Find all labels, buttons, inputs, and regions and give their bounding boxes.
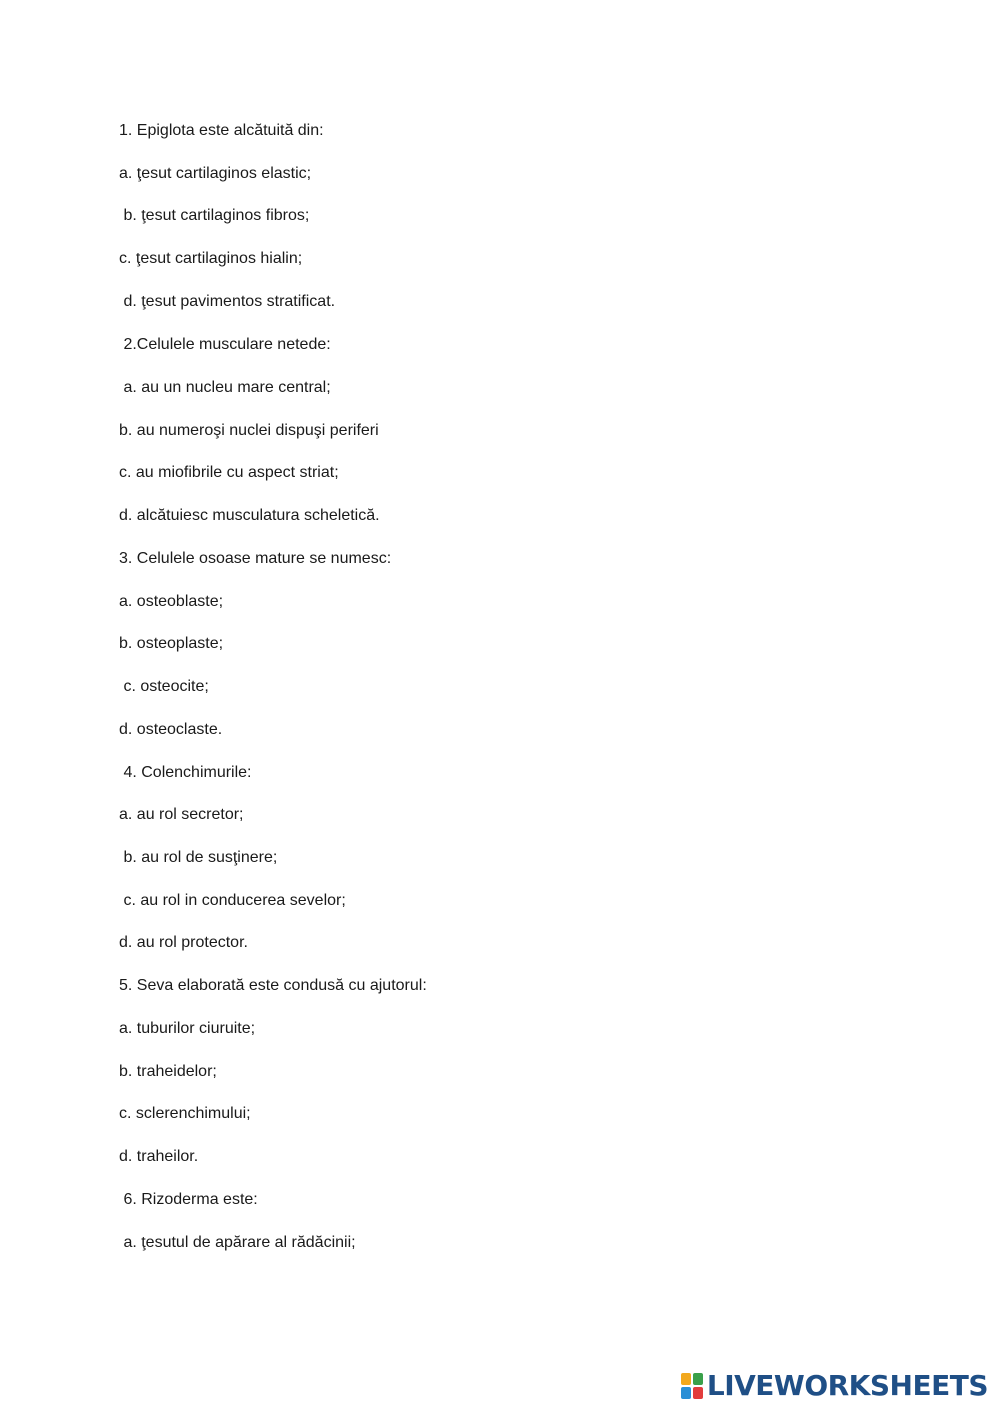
question-3: 3. Celulele osoase mature se numesc: bbox=[119, 550, 392, 567]
question-5: 5. Seva elaborată este condusă cu ajutorul: bbox=[119, 977, 427, 994]
question-1: 1. Epiglota este alcătuită din: bbox=[119, 122, 324, 139]
question-6: 6. Rizoderma este: bbox=[119, 1191, 258, 1208]
answer-2d: d. alcătuiesc musculatura scheletică. bbox=[119, 507, 380, 524]
answer-4b: b. au rol de susţinere; bbox=[119, 849, 278, 866]
question-2: 2.Celulele musculare netede: bbox=[119, 336, 331, 353]
question-4: 4. Colenchimurile: bbox=[119, 764, 252, 781]
answer-1c: c. ţesut cartilaginos hialin; bbox=[119, 250, 303, 267]
answer-2a: a. au un nucleu mare central; bbox=[119, 379, 331, 396]
answer-3b: b. osteoplaste; bbox=[119, 635, 224, 652]
logo-mark-icon bbox=[681, 1373, 703, 1399]
answer-6a: a. ţesutul de apărare al rădăcinii; bbox=[119, 1234, 356, 1251]
answer-5d: d. traheilor. bbox=[119, 1148, 199, 1165]
logo-text: LIVEWORKSHEETS bbox=[706, 1369, 988, 1402]
answer-3d: d. osteoclaste. bbox=[119, 721, 223, 738]
answer-5a: a. tuburilor ciuruite; bbox=[119, 1020, 256, 1037]
answer-4a: a. au rol secretor; bbox=[119, 806, 244, 823]
answer-4c: c. au rol in conducerea sevelor; bbox=[119, 892, 346, 909]
answer-4d: d. au rol protector. bbox=[119, 934, 248, 951]
answer-1a: a. ţesut cartilaginos elastic; bbox=[119, 165, 312, 182]
answer-1b: b. ţesut cartilaginos fibros; bbox=[119, 207, 310, 224]
answer-2b: b. au numeroşi nuclei dispuşi periferi bbox=[119, 422, 379, 439]
answer-3a: a. osteoblaste; bbox=[119, 593, 224, 610]
answer-5c: c. sclerenchimului; bbox=[119, 1105, 251, 1122]
liveworksheets-logo bbox=[681, 1368, 988, 1404]
answer-2c: c. au miofibrile cu aspect striat; bbox=[119, 464, 339, 481]
answer-1d: d. ţesut pavimentos stratificat. bbox=[119, 293, 336, 310]
answer-3c: c. osteocite; bbox=[119, 678, 209, 695]
answer-5b: b. traheidelor; bbox=[119, 1063, 217, 1080]
